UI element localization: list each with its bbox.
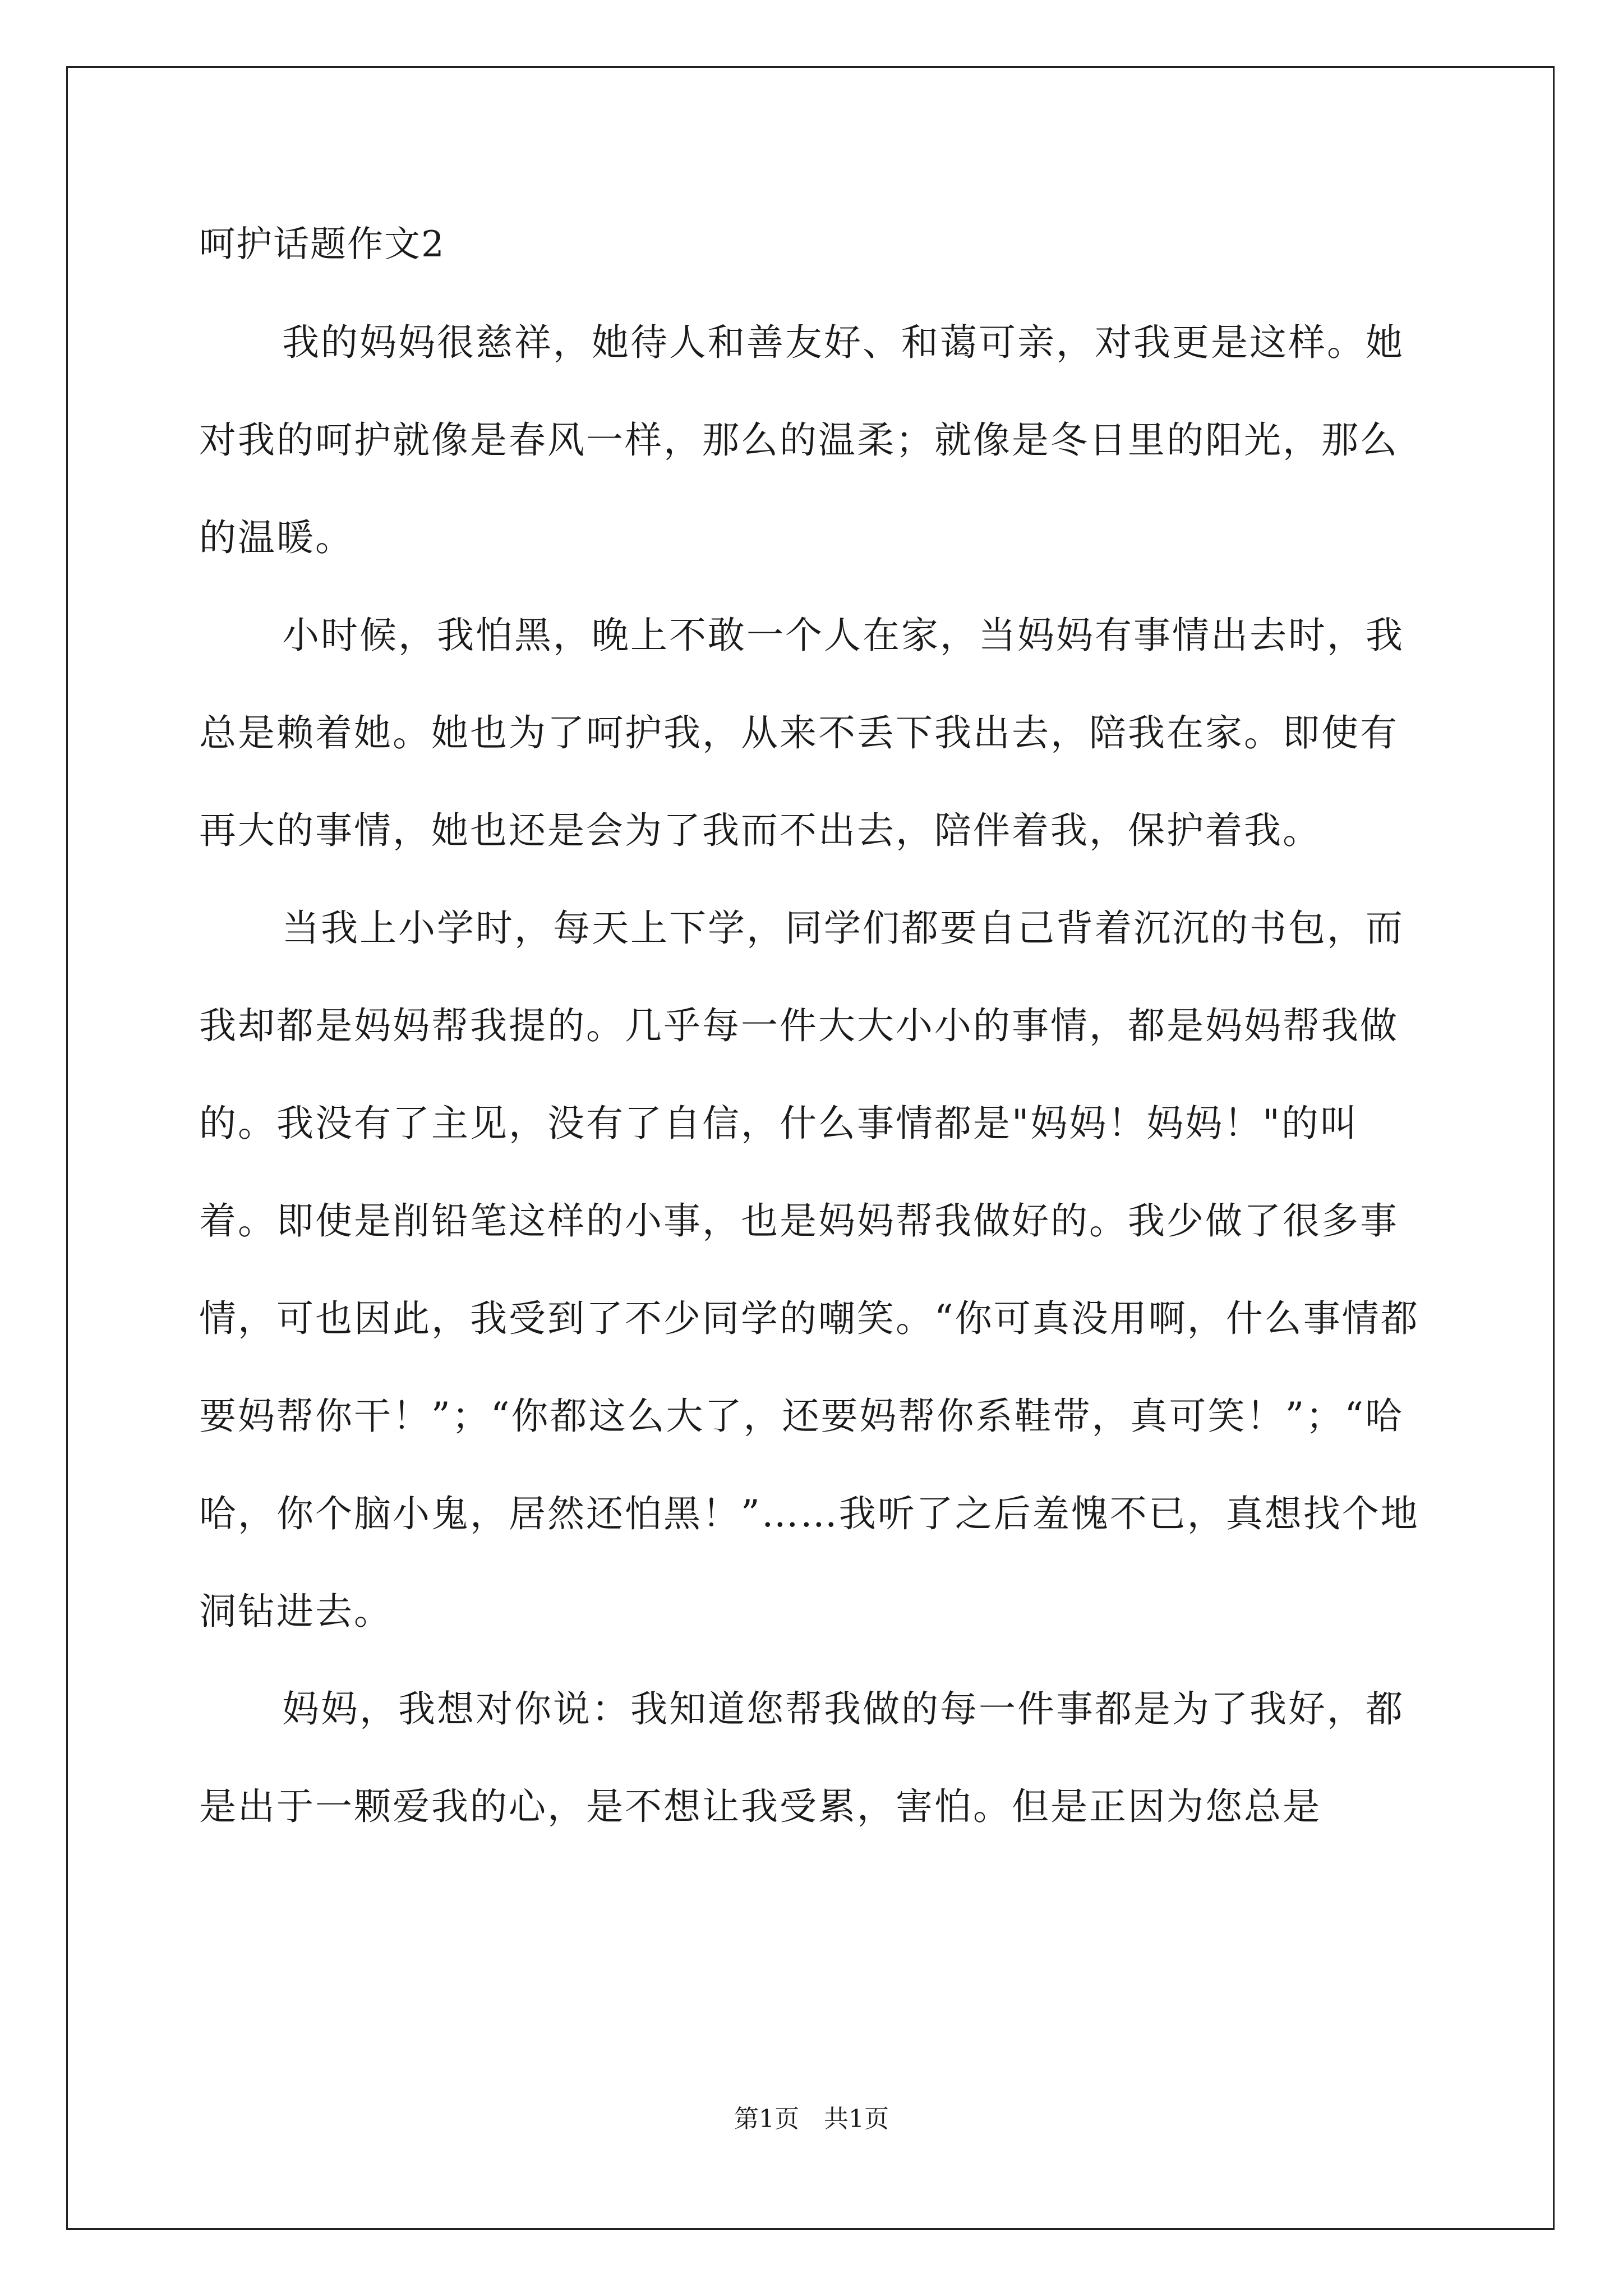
paragraph-2: 小时候，我怕黑，晚上不敢一个人在家，当妈妈有事情出去时，我总是赖着她。她也为了呵护我，从来不丢下我出去，陪我在家。即使有再大的事情，她也还是会为了我而不出去，陪伴着我，保护着我。	[199, 614, 1404, 852]
paragraph-4: 妈妈，我想对你说：我知道您帮我做的每一件事都是为了我好，都是出于一颗爱我的心，是不想让我受累，害怕。但是正因为您总是	[199, 1687, 1404, 1828]
document-title: 呵护话题作文2	[199, 224, 445, 265]
paragraph-3: 当我上小学时，每天上下学，同学们都要自己背着沉沉的书包，而我却都是妈妈帮我提的。几乎每一件大大小小的事情，都是妈妈帮我做的。我没有了主见，没有了自信，什么事情都是"妈妈！妈妈！"的叫着。即使是削铅笔这样的小事，也是妈妈帮我做好的。我少做了很多事情，可也因此，我受到了不少同学的嘲笑。“你可真没用啊，什么事情都要妈帮你干！”；“你都这么大了，还要妈帮你系鞋带，真可笑！”；“哈哈，你个脑小鬼，居然还怕黑！”……我听了之后羞愧不已，真想找个地洞钻进去。	[199, 907, 1419, 1633]
paragraph-1: 我的妈妈很慈祥，她待人和善友好、和蔼可亲，对我更是这样。她对我的呵护就像是春风一样，那么的温柔；就像是冬日里的阳光，那么的温暖。	[199, 321, 1404, 559]
document-body	[199, 218, 1433, 1856]
page-footer: 第1页 共1页	[734, 2105, 889, 2133]
